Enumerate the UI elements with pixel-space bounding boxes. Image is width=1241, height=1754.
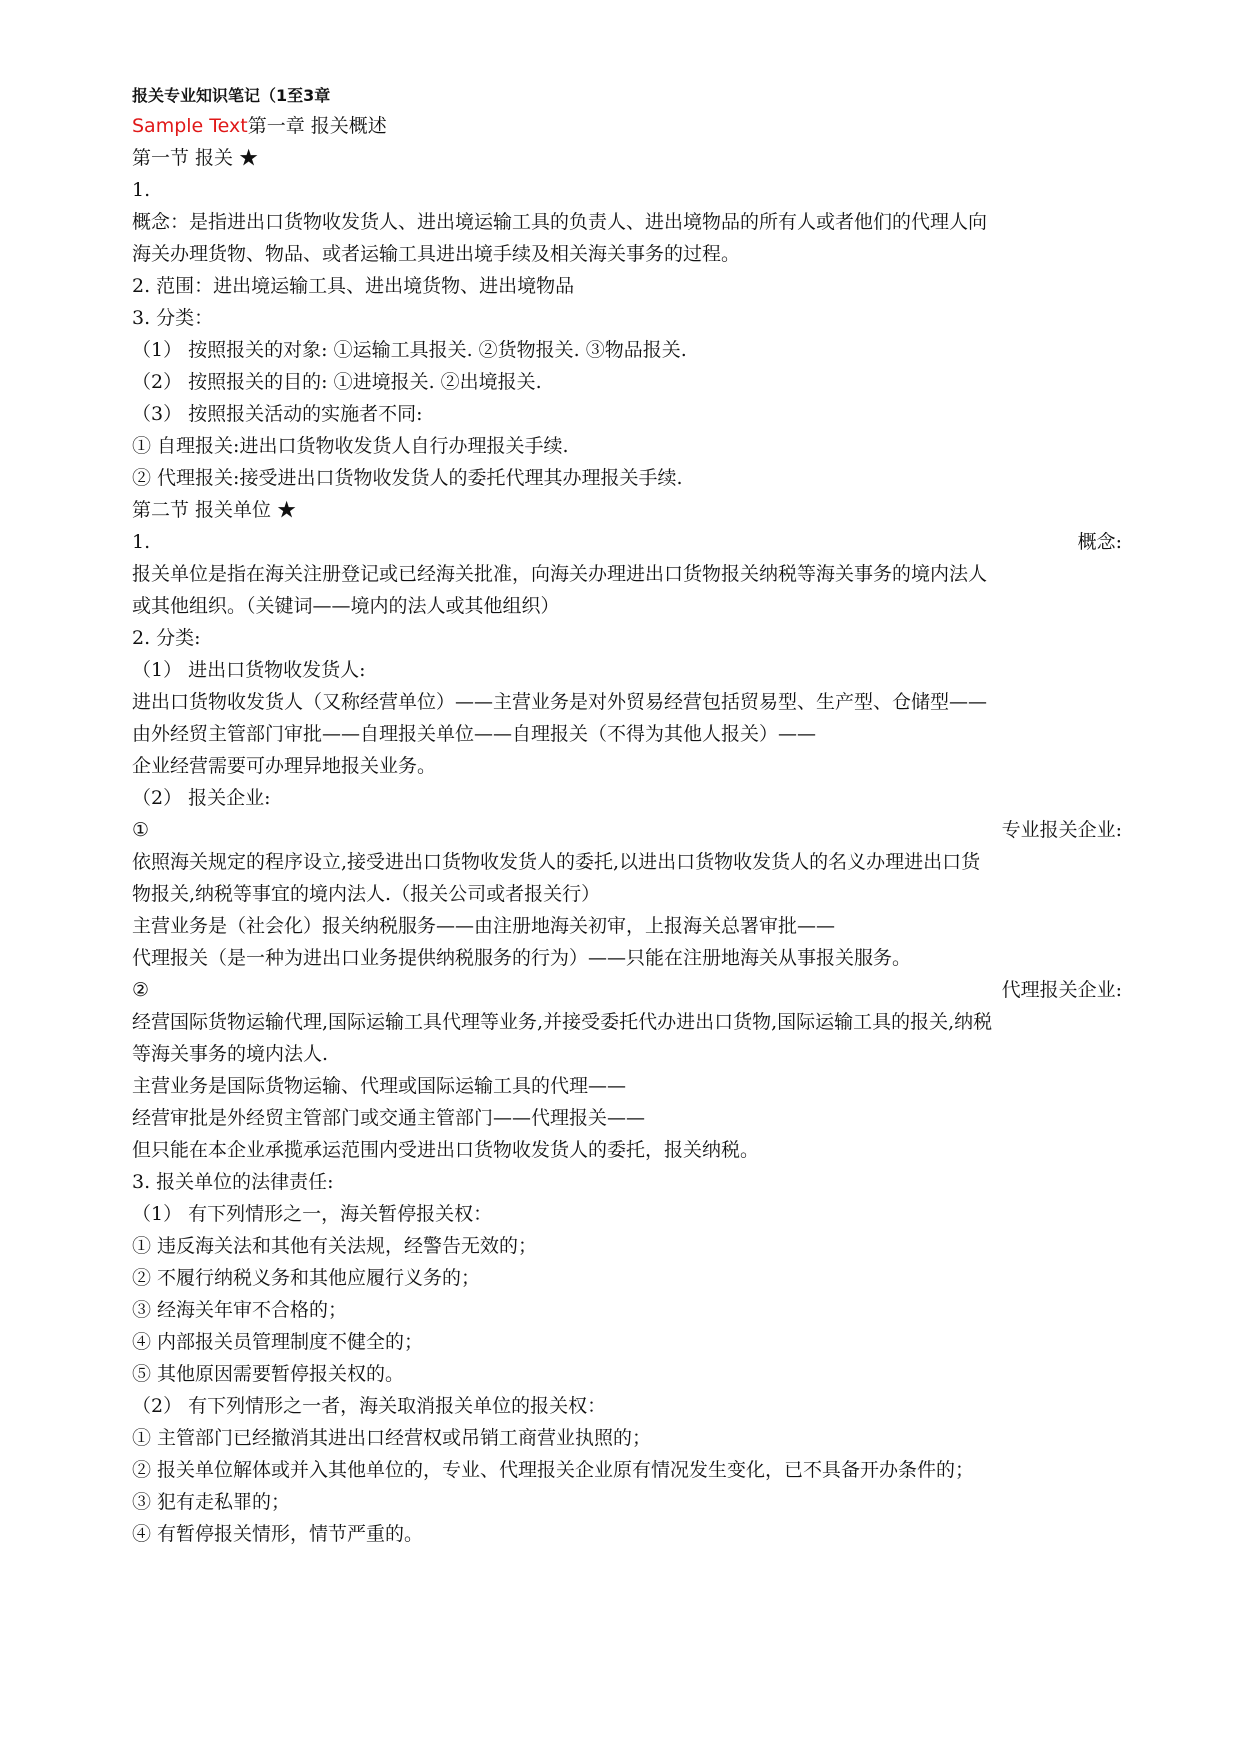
paragraph: 物报关,纳税等事宜的境内法人.（报关公司或者报关行） (132, 883, 601, 905)
list-item: ⑤ 其他原因需要暂停报关权的。 (132, 1363, 405, 1385)
list-item: （2） 报关企业: (132, 787, 271, 809)
list-item: ③ 犯有走私罪的； (132, 1491, 291, 1513)
list-item: （3） 按照报关活动的实施者不同: (132, 403, 423, 425)
section-heading-1: 第一节 报关 ★ (132, 147, 259, 169)
paragraph: 依照海关规定的程序设立,接受进出口货物收发货人的委托,以进出口货物收发货人的名义办理进出口货 (132, 851, 981, 873)
paragraph: 经营审批是外经贸主管部门或交通主管部门——代理报关—— (132, 1107, 646, 1129)
list-item: ② 不履行纳税义务和其他应履行义务的； (132, 1267, 481, 1289)
paragraph: 3. 报关单位的法律责任: (132, 1171, 334, 1193)
item-label: 专业报关企业: (1001, 819, 1122, 841)
list-item: ① 违反海关法和其他有关法规，经警告无效的； (132, 1235, 538, 1257)
list-item: ④ 有暂停报关情形，情节严重的。 (132, 1523, 424, 1545)
list-item: ② 代理报关:接受进出口货物收发货人的委托代理其办理报关手续. (132, 467, 683, 489)
item-label: 概念: (1077, 531, 1122, 553)
chapter-heading (132, 110, 1122, 142)
paragraph: 主营业务是（社会化）报关纳税服务——由注册地海关初审，上报海关总署审批—— (132, 915, 836, 937)
paragraph: 由外经贸主管部门审批——自理报关单位——自理报关（不得为其他人报关）—— (132, 723, 817, 745)
paragraph: 但只能在本企业承揽承运范围内受进出口货物收发货人的委托，报关纳税。 (132, 1139, 760, 1161)
paragraph: 企业经营需要可办理异地报关业务。 (132, 755, 437, 777)
list-item: ④ 内部报关员管理制度不健全的； (132, 1331, 424, 1353)
paragraph: 报关单位是指在海关注册登记或已经海关批准，向海关办理进出口货物报关纳税等海关事务的境内法人 (132, 563, 988, 585)
paragraph: 海关办理货物、物品、或者运输工具进出境手续及相关海关事务的过程。 (132, 243, 741, 265)
paragraph: 2. 分类: (132, 627, 201, 649)
sample-text: Sample Text (132, 115, 248, 137)
paragraph (132, 814, 1122, 846)
list-item: ① 主管部门已经撤消其进出口经营权或吊销工商营业执照的； (132, 1427, 652, 1449)
paragraph: 1. (132, 179, 151, 201)
paragraph: 或其他组织。（关键词——境内的法人或其他组织） (132, 595, 560, 617)
paragraph: 进出口货物收发货人（又称经营单位）——主营业务是对外贸易经营包括贸易型、生产型、仓储型—— (132, 691, 988, 713)
list-item: （1） 进出口货物收发货人: (132, 659, 366, 681)
paragraph: 概念：是指进出口货物收发货人、进出境运输工具的负责人、进出境物品的所有人或者他们的代理人向 (132, 211, 988, 233)
paragraph (132, 526, 1122, 558)
list-item: ① 自理报关:进出口货物收发货人自行办理报关手续. (132, 435, 569, 457)
paragraph: 经营国际货物运输代理,国际运输工具代理等业务,并接受委托代办进出口货物,国际运输工具的报关,纳税 (132, 1011, 993, 1033)
list-item: （2） 按照报关的目的: ①进境报关. ②出境报关. (132, 371, 542, 393)
list-item: ③ 经海关年审不合格的； (132, 1299, 348, 1321)
list-item: （1） 有下列情形之一，海关暂停报关权： (132, 1203, 493, 1225)
paragraph (132, 974, 1122, 1006)
document-title: 报关专业知识笔记（1至3章 (132, 86, 331, 105)
document-page (132, 82, 1122, 1550)
item-number: ① (132, 819, 150, 841)
paragraph: 主营业务是国际货物运输、代理或国际运输工具的代理—— (132, 1075, 627, 1097)
paragraph: 2. 范围：进出境运输工具、进出境货物、进出境物品 (132, 275, 575, 297)
paragraph: 3. 分类： (132, 307, 214, 329)
list-item: （1） 按照报关的对象: ①运输工具报关. ②货物报关. ③物品报关. (132, 339, 687, 361)
list-item: ② 报关单位解体或并入其他单位的，专业、代理报关企业原有情况发生变化，已不具备开办条件的； (132, 1459, 975, 1481)
item-label: 代理报关企业: (1001, 979, 1122, 1001)
item-number: ② (132, 979, 150, 1001)
paragraph: 等海关事务的境内法人. (132, 1043, 329, 1065)
item-number: 1. (132, 531, 151, 553)
paragraph: 代理报关（是一种为进出口业务提供纳税服务的行为）——只能在注册地海关从事报关服务。 (132, 947, 912, 969)
chapter-title: 第一章 报关概述 (247, 115, 387, 137)
section-heading-2: 第二节 报关单位 ★ (132, 499, 297, 521)
list-item: （2） 有下列情形之一者，海关取消报关单位的报关权： (132, 1395, 607, 1417)
